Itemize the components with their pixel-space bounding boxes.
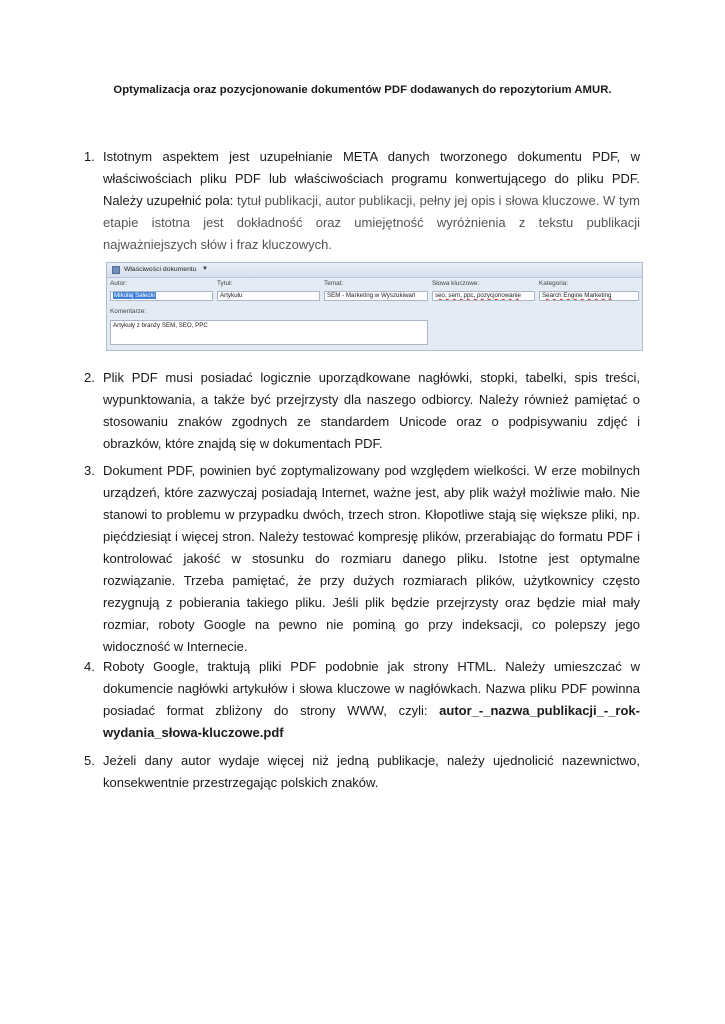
author-field[interactable] (110, 291, 213, 301)
category-value: Search Engine Marketing (542, 292, 612, 299)
chevron-down-icon: ▼ (202, 266, 208, 272)
panel-header (107, 263, 642, 278)
list-number: 3. (84, 463, 95, 478)
item-1-text-a: Istotnym aspektem jest uzupełnianie META danych tworzonego dokumentu PDF, w właściwościach pliku PDF lub właściwościach programu konwertującego do pliku PDF. Należy uzupełnić pola: (103, 149, 640, 208)
item-1-text-b: tytuł publikacji, autor publikacji, pełny jej opis i słowa kluczowe. W tym etapie istotna jest dokładność oraz umiejętność wyróżnienia z tekstu publikacji najważniejszych słów i fraz kluczowych. (103, 193, 640, 252)
list-number: 4. (84, 659, 95, 674)
keywords-label: Słowa kluczowe: (432, 280, 480, 287)
list-text (103, 656, 640, 744)
comments-label: Komentarze: (110, 308, 147, 315)
subject-field[interactable]: SEM - Marketing w Wyszukiwarl (324, 291, 428, 301)
list-item-5 (84, 750, 640, 794)
list-text: Dokument PDF, powinien być zoptymalizowany pod względem wielkości. W erze mobilnych urządzeń, które zazwyczaj posiadają Internet, ważne jest, aby plik ważył możliwie mało. Nie stanowi to problemu w przypadku dwóch, trzech stron. Kłopotliwe stają się większe pliki, np. pięćdziesiąt i więcej stron. Należy testować kompresję plików, przerabiając do formatu PDF i kontrolować jakość w stosunku do rozmiaru danego pliku. Istotne jest optymalne rozwiązanie. Trzeba pamiętać, że przy dużych rozmiarach plików, użytkownicy często rezygnują z pobierania takiego pliku. Jeśli plik będzie przejrzysty oraz będzie miał mały rozmiar, roboty Google na pewno nie pominą go przy indeksacji, co polepszy jego widoczność w Internecie. (103, 463, 640, 654)
comments-field[interactable]: Artykuły z branży SEM, SEO, PPC (110, 320, 428, 345)
list-number: 1. (84, 149, 95, 164)
title-field[interactable]: Artykułu (217, 291, 320, 301)
panel-title: Właściwości dokumentu (124, 266, 197, 273)
list-item-3 (84, 460, 640, 658)
title-label: Tytuł: (217, 280, 233, 287)
author-value: Mikołaj Sałecki (114, 292, 155, 299)
filename-format: autor_-_nazwa_publikacji_-_rok-wydania_słowa-kluczowe.pdf (103, 703, 640, 740)
list-text (103, 146, 640, 256)
list-item-2 (84, 367, 640, 455)
category-label: Kategoria: (539, 280, 569, 287)
list-text: Jeżeli dany autor wydaje więcej niż jedną publikacje, należy ujednolicić nazewnictwo, konsekwentnie przestrzegając polskich znaków. (103, 753, 640, 790)
category-field[interactable] (539, 291, 639, 301)
subject-label: Temat: (324, 280, 344, 287)
document-title: Optymalizacja oraz pozycjonowanie dokumentów PDF dodawanych do repozytorium AMUR. (113, 84, 612, 96)
author-label: Autor: (110, 280, 128, 287)
list-number: 5. (84, 753, 95, 768)
document-properties-panel (106, 262, 643, 351)
list-text: Plik PDF musi posiadać logicznie uporządkowane nagłówki, stopki, tabelki, spis treści, wypunktowania, a także być przejrzysty dla naszego odbiorcy. Należy również pamiętać o stosowaniu znaków zgodnych ze standardem Unicode oraz o podpisywaniu zdjęć i obrazków, które znajdą się w dokumentach PDF. (103, 370, 640, 451)
list-item-1 (84, 146, 640, 256)
properties-icon (112, 266, 120, 274)
keywords-field[interactable] (432, 291, 535, 301)
item-4-text: Roboty Google, traktują pliki PDF podobnie jak strony HTML. Należy umieszczać w dokumencie nagłówki artykułów i słowa kluczowe w nagłówkach. Nazwa pliku PDF powinna posiadać format zbliżony do strony WWW, czyli: (103, 659, 640, 718)
keywords-value: seo, sem, ppc, pozycjonowanie (435, 292, 521, 299)
list-item-4 (84, 656, 640, 744)
list-number: 2. (84, 370, 95, 385)
